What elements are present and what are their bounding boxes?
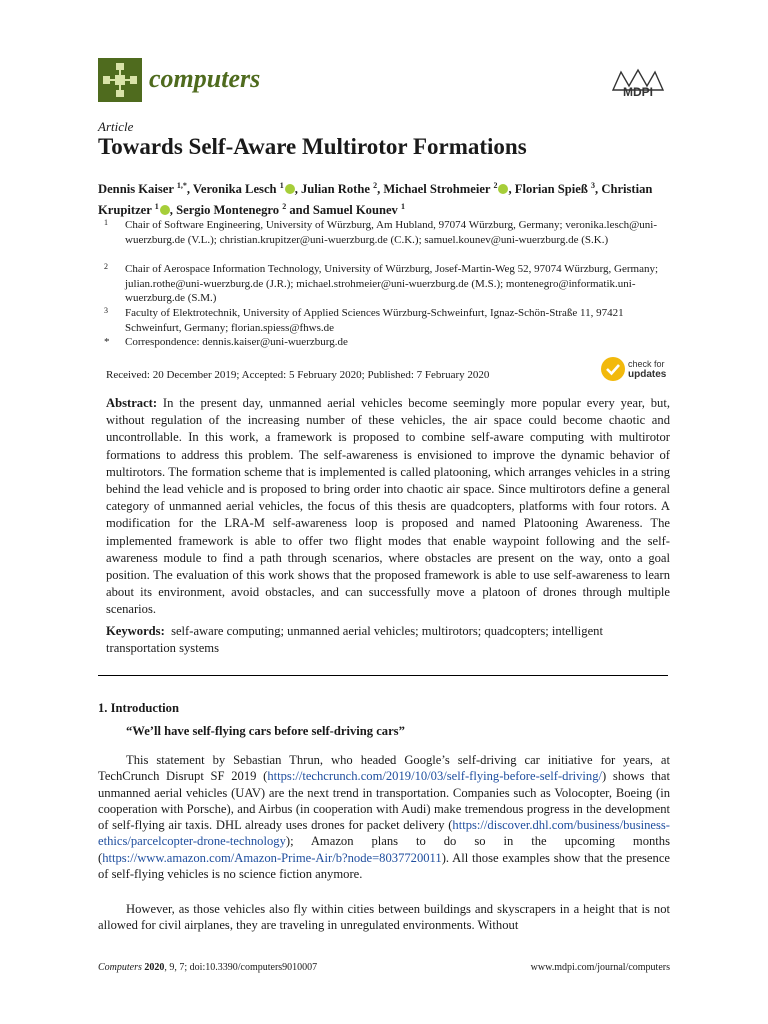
author-name[interactable]: Florian Spieß — [514, 182, 588, 197]
paragraph-text: ). All those examples show that the presence of self-flying vehicles is no science fiction anymore. — [98, 850, 670, 882]
keywords — [106, 623, 670, 657]
abstract — [106, 395, 670, 619]
check-for-updates-line2: updates — [628, 369, 667, 380]
author-affiliation-mark: 1 — [401, 202, 406, 212]
affiliation-number: * — [104, 336, 110, 348]
check-for-updates-badge[interactable] — [628, 359, 666, 380]
orcid-icon[interactable] — [285, 184, 295, 194]
affiliation-item — [98, 306, 678, 335]
author-name[interactable]: Sergio Montenegro — [176, 203, 280, 218]
author-affiliation-mark: 3 — [591, 181, 596, 190]
keywords-text: self-aware computing; unmanned aerial vehicles; multirotors; quadcopters; intelligent transportation systems — [106, 624, 603, 655]
author-affiliation-mark: 1 — [154, 202, 159, 212]
correspondence — [98, 335, 678, 350]
author-name[interactable]: Julian Rothe — [301, 182, 370, 197]
author-affiliation-mark: 2 — [282, 202, 287, 212]
author-name[interactable]: Michael Strohmeier — [383, 182, 491, 197]
author-affiliation-mark: 1 — [279, 181, 284, 190]
affiliation-item — [98, 218, 678, 247]
abstract-text: In the present day, unmanned aerial vehicles become seemingly more popular every year, but, without regulation of the increasing number of these vehicles, the air space could become chaotic and uncontrollable. In this work, a framework is proposed to combine self-aware computing with multirotor formations to address this problem. The self-awareness is envisioned to improve the dynamic behavior of multirotors. The formation scheme that is implemented is called platooning, which arranges vehicles in a string behind the lead vehicle and is proposed to bring order into chaotic air space. Since multirotors define a general category of unmanned aerial vehicles, the focus of this thesis are quadcopters, platforms with four rotors. A modification for the LRA-M self-awareness loop is proposed and named Platooning Awareness. The implemented framework is able to offer two flight modes that enable waypoint following and the self-awareness module to find a path through scenarios, where obstacles are present on the way, onto a goal position. The evaluation of this work shows that the proposed framework is able to use self-awareness to learn about its environment, avoid obstacles, and can successfully move a platoon of drones through multiple scenarios. — [106, 396, 670, 617]
page-title: Towards Self-Aware Multirotor Formations — [98, 134, 527, 159]
paragraph-text: This statement by Sebastian Thrun, who headed Google’s self-driving car initiative for years, at TechCrunch Disrupt SF 2019 ( — [98, 753, 670, 784]
footer-doi: , 9, 7; doi:10.3390/computers9010007 — [164, 962, 318, 973]
section-heading: 1. Introduction — [98, 701, 179, 715]
footer-journal-url[interactable]: www.mdpi.com/journal/computers — [530, 962, 670, 973]
orcid-icon[interactable] — [498, 184, 508, 194]
author-name[interactable]: Veronika Lesch — [192, 182, 277, 197]
affiliation-number: 3 — [104, 306, 108, 315]
check-for-updates-icon[interactable] — [600, 356, 626, 382]
affiliation-number: 1 — [104, 218, 108, 227]
orcid-icon[interactable] — [160, 205, 170, 215]
intro-paragraph-1 — [98, 752, 670, 882]
amazon-link[interactable]: https://www.amazon.com/Amazon-Prime-Air/b?node=8037720011 — [102, 850, 442, 865]
check-for-updates-line1: check for — [628, 359, 665, 369]
paragraph-text: ) shows that unmanned aerial vehicles (UAV) are the next trend in transportation. Companies such as Volocopter, Boeing (in cooperation with Porsche), and Airbus (in cooperation with Audi) make tremendous progress in the development of self-flying air taxis. DHL already uses drones for packet delivery ( — [98, 769, 670, 833]
footer-journal: Computers — [98, 962, 142, 973]
footer-year: 2020 — [144, 962, 165, 973]
affiliation-text: Faculty of Elektrotechnik, University of Applied Sciences Würzburg-Schweinfurt, Ignaz-Schön-Straße 11, 97421 Schweinfurt, Germany; florian.spiess@fhws.de — [125, 307, 624, 334]
author-name[interactable]: Dennis Kaiser — [98, 182, 174, 197]
journal-name: computers — [149, 64, 261, 93]
techcrunch-link[interactable]: https://techcrunch.com/2019/10/03/self-flying-before-self-driving/ — [267, 769, 603, 784]
affiliation-text: Chair of Software Engineering, University of Würzburg, Am Hubland, 97074 Würzburg, Germany; veronika.lesch@uni-wuerzburg.de (V.L.); christian.krupitzer@uni-wuerzburg.de (C.K.); samuel.kounev@uni-wuerzburg.de (S.K.) — [125, 219, 658, 246]
intro-quote: “We’ll have self-flying cars before self-driving cars” — [126, 724, 405, 738]
paragraph-text: ); Amazon plans to do so in the upcoming months ( — [98, 834, 670, 865]
author-conjunction: and — [289, 203, 310, 218]
author-list: Dennis Kaiser $^{1,*}$, Veronika Lesch $^1$ , Julian Rothe $^2$, Michael Strohmeier $^2$ , Florian Spieß $^3$, Christian Krupitzer $^1$ , Sergio Montenegro $^2$ and Samuel Kounev $^1$ — [98, 181, 653, 218]
publication-dates: Received: 20 December 2019; Accepted: 5 February 2020; Published: 7 February 2020 — [106, 369, 490, 381]
dhl-link[interactable]: https://discover.dhl.com/business/business-ethics/parcelcopter-drone-technology — [98, 818, 670, 849]
author-affiliation-mark: 2 — [373, 181, 378, 190]
journal-logo-icon — [98, 58, 142, 102]
paragraph-text: However, as those vehicles also fly within cities between buildings and skyscrapers in a height that is not allowed for civil airplanes, they are traveling in unregulated environments. Without — [98, 902, 670, 933]
affiliation-number: 2 — [104, 262, 108, 271]
author-affiliation-mark: 2 — [493, 181, 498, 190]
mdpi-logo-text: MDPI — [623, 85, 653, 99]
correspondence-text: Correspondence: dennis.kaiser@uni-wuerzburg.de — [125, 336, 348, 348]
affiliation-item — [98, 262, 678, 306]
section-divider — [98, 675, 668, 676]
article-type: Article — [98, 119, 134, 134]
author-affiliation-mark: 1,* — [176, 181, 187, 190]
author-name[interactable]: Samuel Kounev — [312, 203, 398, 218]
mdpi-logo-icon — [609, 66, 667, 100]
intro-paragraph-2 — [98, 901, 670, 934]
author-name[interactable]: Christian Krupitzer — [98, 182, 653, 218]
footer-citation — [98, 962, 317, 973]
keywords-label: Keywords: — [106, 624, 165, 638]
abstract-label: Abstract: — [106, 396, 158, 410]
affiliation-text: Chair of Aerospace Information Technology, University of Würzburg, Josef-Martin-Weg 52, 97074 Würzburg, Germany; julian.rothe@uni-wuerzburg.de (J.R.); michael.strohmeier@uni-wuerzburg.de (M.S.); montenegro@informatik.uni-wuerzburg.de (S.M.) — [125, 263, 659, 305]
